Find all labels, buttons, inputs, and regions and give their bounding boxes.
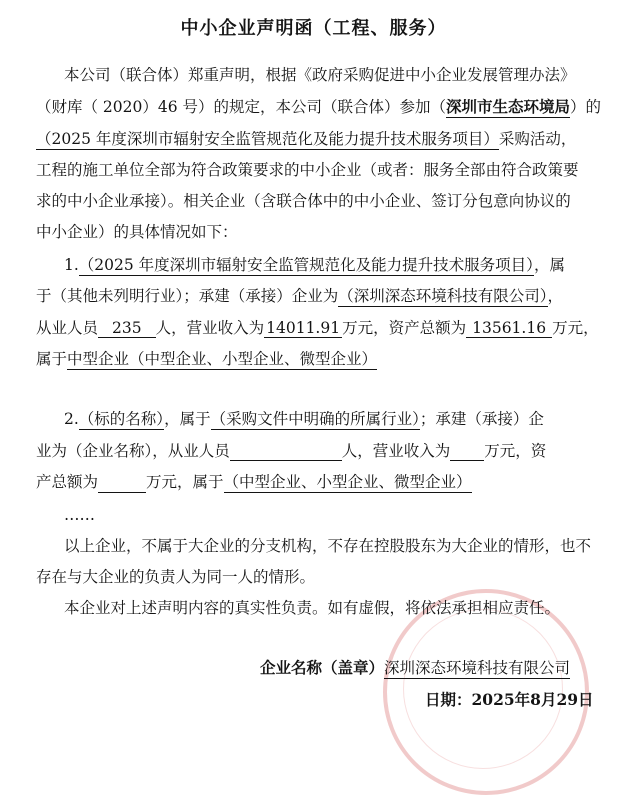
item2-revenue-blank	[450, 443, 484, 461]
item1-assets: 13561.16	[466, 319, 552, 338]
ellipsis: ……	[64, 506, 95, 524]
item1-size: 中型企业（中型企业、小型企业、微型企业）	[67, 350, 378, 368]
item1-revenue: 14011.91	[266, 319, 341, 337]
intro-line-1: 本公司（联合体）郑重声明，根据《政府采购促进中小企业发展管理办法》	[64, 66, 576, 84]
item2-line-3: 产总额为 万元，属于（中型企业、小型企业、微型企业）	[36, 473, 472, 491]
intro-line-3: （2025 年度深圳市辐射安全监管规范化及能力提升技术服务项目）采购活动，	[36, 130, 577, 148]
item1-line-3: 从业人员 235 人，营业收入为 14011.91 万元，资产总额为 13561.16 万元，	[36, 319, 599, 337]
item1-company: （深圳深态环境科技有限公司）	[338, 287, 548, 305]
purchaser-name: 深圳市生态环境局	[446, 97, 571, 116]
item2-size: （中型企业、小型企业、微型企业）	[223, 473, 472, 491]
intro-line-2: （财库（ 2020）46 号）的规定，本公司（联合体）参加（深圳市生态环境局）的	[36, 97, 602, 116]
item1-project: （2025 年度深圳市辐射安全监管规范化及能力提升技术服务项目）	[78, 256, 534, 274]
item1-staff: 235	[98, 319, 156, 338]
statement-line-1: 以上企业，不属于大企业的分支机构，不存在控股股东为大企业的情形，也不	[64, 537, 592, 555]
signature-date: 2025年8月29日	[471, 690, 594, 709]
item2-line-2: 业为（企业名称），从业人员 人，营业收入为 万元，资	[36, 442, 547, 460]
statement-line-2: 存在与大企业的负责人为同一人的情形。	[36, 568, 316, 586]
intro-line-4: 工程的施工单位全部为符合政策要求的中小企业（或者：服务全部由符合政策要	[36, 161, 579, 179]
signature-company: 深圳深态环境科技有限公司	[384, 659, 571, 677]
item2-staff-blank	[230, 443, 342, 461]
item2-name: （标的名称）	[78, 410, 165, 428]
page-title: 中小企业声明函（工程、服务）	[180, 18, 447, 39]
item1-line-1: 1.（2025 年度深圳市辐射安全监管规范化及能力提升技术服务项目），属	[64, 256, 565, 274]
item1-line-2: 于（其他未列明行业）；承建（承接）企业为（深圳深态环境科技有限公司），	[36, 287, 564, 305]
item2-assets-blank	[98, 475, 146, 493]
intro-line-6: 中小企业）的具体情况如下：	[36, 223, 238, 241]
item2-industry: （采购文件中明确的所属行业）	[210, 410, 420, 428]
item1-line-4: 属于中型企业（中型企业、小型企业、微型企业）	[36, 350, 378, 368]
intro-line-5: 求的中小企业承接）。相关企业（含联合体中的中小企业、签订分包意向协议的	[36, 192, 571, 210]
statement-line-3: 本企业对上述声明内容的真实性负责。如有虚假，将依法承担相应责任。	[64, 599, 561, 617]
item2-line-1: 2.（标的名称），属于（采购文件中明确的所属行业）；承建（承接）企	[64, 410, 544, 428]
project-name: （2025 年度深圳市辐射安全监管规范化及能力提升技术服务项目）	[36, 130, 499, 148]
signature-date-line: 日期：2025年8月29日	[425, 690, 594, 709]
signature-line: 企业名称（盖章）深圳深态环境科技有限公司	[260, 658, 571, 677]
